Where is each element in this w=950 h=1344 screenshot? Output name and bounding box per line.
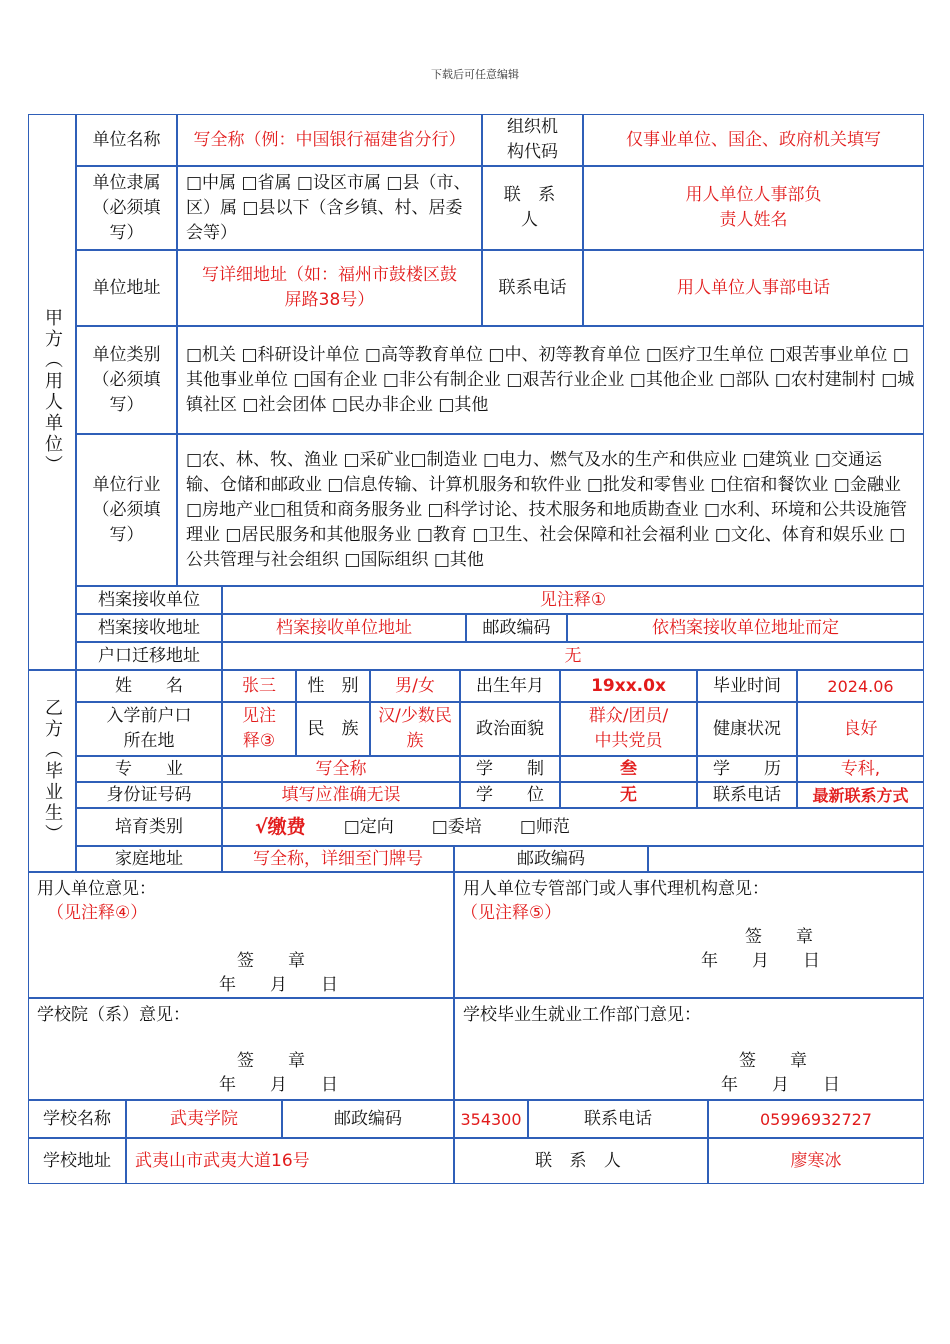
school-contact-label <box>454 1138 708 1184</box>
party-b-text: 乙方（毕业生） <box>42 697 63 845</box>
agency-opinion-note: （见注释⑤） <box>461 903 562 923</box>
school-dept-opinion-title: 学校院（系）意见： <box>37 1005 190 1025</box>
education-value[interactable]: 专科, <box>797 756 924 782</box>
employer-address-value[interactable]: 写详细地址（如：福州市鼓楼区鼓屏路38号） <box>177 250 482 326</box>
training-options <box>222 808 924 846</box>
org-code-value[interactable]: 仅事业单位、国企、政府机关填写 <box>583 114 924 166</box>
grad-time-label: 毕业时间 <box>697 670 797 702</box>
gender-value[interactable]: 男/女 <box>370 670 460 702</box>
school-office-opinion-title: 学校毕业生就业工作部门意见： <box>463 1005 701 1025</box>
employer-contact-label <box>482 166 583 250</box>
ethnic-value[interactable]: 汉/少数民族 <box>370 702 460 756</box>
employer-name-value[interactable]: 写全称（例：中国银行福建省分行） <box>177 114 482 166</box>
major-value[interactable]: 写全称 <box>222 756 460 782</box>
archive-address-label: 档案接收地址 <box>76 614 222 642</box>
birth-label: 出生年月 <box>460 670 560 702</box>
schooling-value[interactable]: 叁 <box>560 756 697 782</box>
schooling-label: 学 制 <box>460 756 560 782</box>
industry-label: 单位行业（必须填写） <box>76 434 177 586</box>
employer-opinion-note: （见注释④） <box>47 903 148 923</box>
agency-opinion-date: 年 月 日 <box>701 951 820 971</box>
school-contact-value[interactable]: 廖寒冰 <box>708 1138 924 1184</box>
school-dept-opinion-seal: 签 章 <box>237 1051 305 1071</box>
home-postcode-value[interactable] <box>648 846 924 872</box>
agency-opinion-title: 用人单位专管部门或人事代理机构意见： <box>463 879 769 899</box>
party-a-label <box>28 114 76 670</box>
industry-options[interactable]: □农、林、牧、渔业 □采矿业□制造业 □电力、燃气及水的生产和供应业 □建筑业 □交通运输、仓储和邮政业 □信息传输、计算机服务和软件业 □批发和零售业 □住宿和餐饮业 □金融业 □房地产业□租赁和商务服务业 □科学讨论、技术服务和地质勘查业 □水利、环境和公共设施管理业 □居民服务和其他服务业 □教育 □卫生、社会保障和社会福利业 □文化、体育和娱乐业 □公共管理与社会组织 □国际组织 □其他 <box>177 434 924 586</box>
grad-phone-label: 联系电话 <box>697 782 797 808</box>
school-address-label: 学校地址 <box>28 1138 126 1184</box>
employer-phone-label: 联系电话 <box>482 250 583 326</box>
archive-unit-value[interactable]: 见注释① <box>222 586 924 614</box>
archive-postcode-label: 邮政编码 <box>466 614 567 642</box>
employer-address-label: 单位地址 <box>76 250 177 326</box>
birth-value[interactable]: 19xx.0x <box>560 670 697 702</box>
archive-postcode-value[interactable]: 依档案接收单位地址而定 <box>567 614 924 642</box>
school-postcode-value[interactable]: 354300 <box>454 1100 528 1138</box>
political-label: 政治面貌 <box>460 702 560 756</box>
hukou-label: 户口迁移地址 <box>76 642 222 670</box>
school-contact-label-text: 联 系 人 <box>535 1150 627 1171</box>
school-postcode-label: 邮政编码 <box>282 1100 454 1138</box>
agency-opinion-box[interactable] <box>454 872 924 998</box>
origin-label: 入学前户口所在地 <box>76 702 222 756</box>
major-label: 专 业 <box>76 756 222 782</box>
employer-opinion-title: 用人单位意见： <box>37 879 156 899</box>
school-address-value[interactable]: 武夷山市武夷大道16号 <box>126 1138 454 1184</box>
affiliation-options[interactable]: □中属 □省属 □设区市属 □县（市、区）属 □县以下（含乡镇、村、居委会等） <box>177 166 482 250</box>
school-name-label: 学校名称 <box>28 1100 126 1138</box>
id-label: 身份证号码 <box>76 782 222 808</box>
health-label: 健康状况 <box>697 702 797 756</box>
employer-contact-label-text: 联 系 人 <box>503 185 562 230</box>
school-office-opinion-seal: 签 章 <box>739 1051 807 1071</box>
grad-phone-value[interactable]: 最新联系方式 <box>797 782 924 808</box>
degree-value[interactable]: 无 <box>560 782 697 808</box>
home-address-label: 家庭地址 <box>76 846 222 872</box>
school-name-value[interactable]: 武夷学院 <box>126 1100 282 1138</box>
origin-value[interactable]: 见注释③ <box>222 702 296 756</box>
political-value[interactable]: 群众/团员/中共党员 <box>560 702 697 756</box>
degree-label: 学 位 <box>460 782 560 808</box>
employer-opinion-seal: 签 章 <box>237 951 305 971</box>
party-a-text: 甲方（用人单位） <box>42 308 63 476</box>
employer-opinion-date: 年 月 日 <box>219 975 338 995</box>
school-phone-label: 联系电话 <box>528 1100 708 1138</box>
training-option-paid[interactable]: √缴费 <box>255 815 306 838</box>
home-address-value[interactable]: 写全称，详细至门牌号 <box>222 846 454 872</box>
party-b-label <box>28 670 76 872</box>
employer-opinion-box[interactable] <box>28 872 454 998</box>
grad-time-value[interactable]: 2024.06 <box>797 670 924 702</box>
affiliation-label: 单位隶属（必须填写） <box>76 166 177 250</box>
ethnic-label: 民 族 <box>296 702 370 756</box>
training-option-commissioned[interactable]: □委培 <box>431 816 482 837</box>
agency-opinion-seal: 签 章 <box>745 927 813 947</box>
school-dept-opinion-box[interactable] <box>28 998 454 1100</box>
archive-address-value[interactable]: 档案接收单位地址 <box>222 614 466 642</box>
id-value[interactable]: 填写应准确无误 <box>222 782 460 808</box>
school-phone-value[interactable]: 05996932727 <box>708 1100 924 1138</box>
training-label: 培育类别 <box>76 808 222 846</box>
archive-unit-label: 档案接收单位 <box>76 586 222 614</box>
grad-name-value[interactable]: 张三 <box>222 670 296 702</box>
home-postcode-label: 邮政编码 <box>454 846 648 872</box>
school-dept-opinion-date: 年 月 日 <box>219 1075 338 1095</box>
org-code-label: 组织机构代码 <box>482 114 583 166</box>
gender-label: 性 别 <box>296 670 370 702</box>
employer-phone-value[interactable]: 用人单位人事部电话 <box>583 250 924 326</box>
school-office-opinion-box[interactable] <box>454 998 924 1100</box>
grad-name-label: 姓 名 <box>76 670 222 702</box>
school-office-opinion-date: 年 月 日 <box>721 1075 840 1095</box>
hukou-value[interactable]: 无 <box>222 642 924 670</box>
training-option-directed[interactable]: □定向 <box>343 816 394 837</box>
unit-type-label: 单位类别（必须填写） <box>76 326 177 434</box>
unit-type-options[interactable]: □机关 □科研设计单位 □高等教育单位 □中、初等教育单位 □医疗卫生单位 □艰苦事业单位 □其他事业单位 □国有企业 □非公有制企业 □艰苦行业企业 □其他企业 □部队 □农村建制村 □城镇社区 □社会团体 □民办非企业 □其他 <box>177 326 924 434</box>
health-value[interactable]: 良好 <box>797 702 924 756</box>
employer-name-label: 单位名称 <box>76 114 177 166</box>
education-label: 学 历 <box>697 756 797 782</box>
training-option-normal[interactable]: □师范 <box>519 816 570 837</box>
employer-contact-value[interactable]: 用人单位人事部负责人姓名 <box>583 166 924 250</box>
page-header: 下载后可任意编辑 <box>431 68 519 81</box>
